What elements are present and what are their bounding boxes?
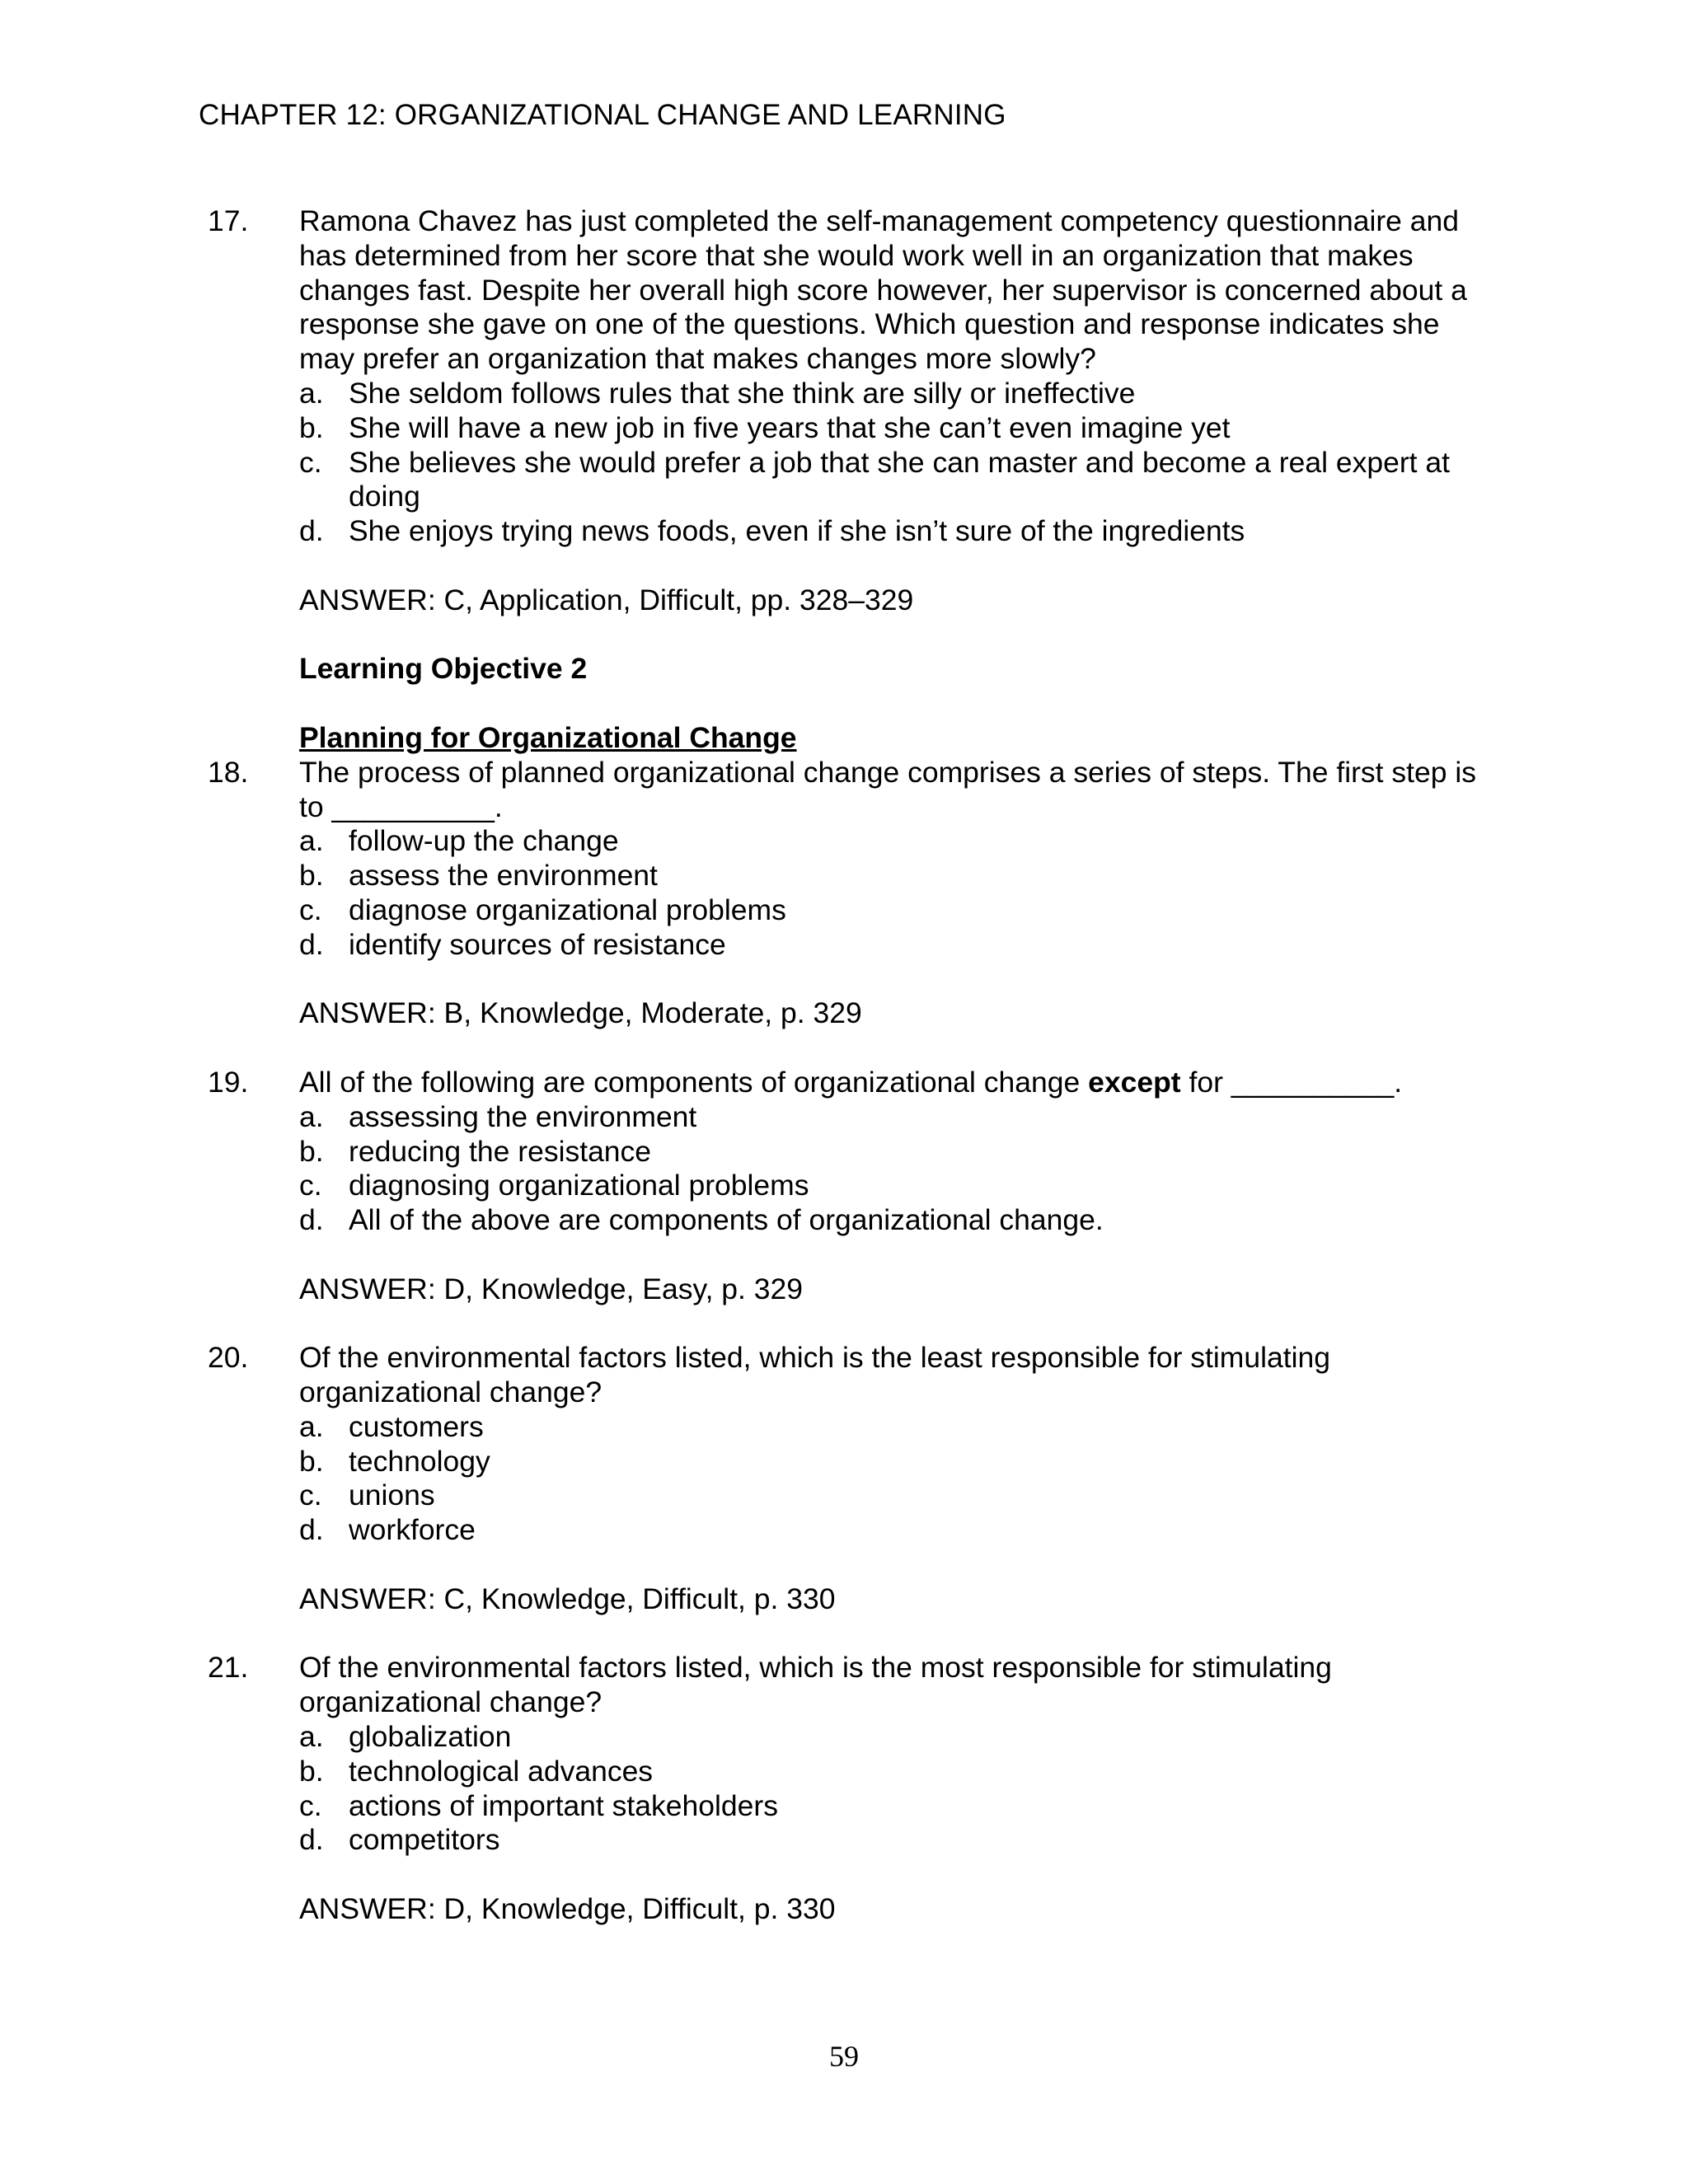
answer-key: ANSWER: D, Knowledge, Easy, p. 329 bbox=[299, 1272, 804, 1305]
option-letter: d. bbox=[299, 514, 324, 548]
learning-objective-heading: Learning Objective 2 bbox=[299, 652, 588, 686]
option-letter: c. bbox=[299, 1479, 322, 1512]
option-text: diagnose organizational problems bbox=[349, 893, 786, 926]
answer-key: ANSWER: B, Knowledge, Moderate, p. 329 bbox=[299, 996, 862, 1030]
option-text: customers bbox=[349, 1409, 484, 1443]
question-list bbox=[208, 204, 1493, 1927]
option-text: assessing the environment bbox=[349, 1099, 697, 1133]
answer-key: ANSWER: D, Knowledge, Difficult, p. 330 bbox=[299, 1892, 836, 1926]
answer-option bbox=[299, 1720, 1493, 1755]
answer-option bbox=[299, 1445, 1493, 1479]
option-text: assess the environment bbox=[349, 859, 658, 893]
page-number: 59 bbox=[829, 2040, 859, 2073]
question-stem: Ramona Chavez has just completed the self-management competency questionnaire and has determined from her score that she would work well in an organization that makes changes fast. Despite her overall high score however, her supervisor is concerned about a response she gave on one of the questions. Which question and response indicates she may prefer an organization that makes changes more slowly? bbox=[299, 204, 1467, 376]
answer-option bbox=[299, 859, 1493, 893]
question-stem: The process of planned organizational change comprises a series of steps. The first step is to __________. bbox=[299, 755, 1476, 823]
answer-option bbox=[299, 446, 1493, 515]
question-number: 19. bbox=[208, 1065, 249, 1099]
answer-option bbox=[299, 1479, 1493, 1513]
section-heading-row bbox=[208, 721, 1493, 756]
option-text: follow-up the change bbox=[349, 824, 619, 858]
question-20 bbox=[208, 1341, 1493, 1616]
question-number: 20. bbox=[208, 1341, 249, 1375]
question-stem-emphasis: except bbox=[1088, 1065, 1181, 1099]
answer-option bbox=[299, 1823, 1493, 1858]
option-letter: c. bbox=[299, 1788, 322, 1822]
question-number: 21. bbox=[208, 1651, 249, 1685]
answer-option bbox=[299, 1100, 1493, 1135]
answer-option bbox=[299, 1203, 1493, 1238]
option-letter: c. bbox=[299, 893, 322, 926]
option-text: identify sources of resistance bbox=[349, 927, 726, 961]
answer-option bbox=[299, 824, 1493, 859]
question-number: 17. bbox=[208, 204, 249, 237]
option-letter: b. bbox=[299, 410, 324, 444]
option-letter: d. bbox=[299, 1823, 324, 1857]
option-letter: b. bbox=[299, 1134, 324, 1168]
answer-option bbox=[299, 411, 1493, 446]
option-letter: a. bbox=[299, 824, 324, 858]
option-letter: b. bbox=[299, 859, 324, 893]
answer-option bbox=[299, 1789, 1493, 1824]
chapter-title: CHAPTER 12: ORGANIZATIONAL CHANGE AND LEARNING bbox=[199, 99, 1006, 131]
option-letter: a. bbox=[299, 1409, 324, 1443]
answer-option bbox=[299, 928, 1493, 963]
option-text: workforce bbox=[349, 1513, 476, 1547]
option-letter: c. bbox=[299, 1169, 322, 1202]
question-17 bbox=[208, 204, 1493, 618]
option-letter: a. bbox=[299, 1099, 324, 1133]
answer-option bbox=[299, 1755, 1493, 1789]
answer-key: ANSWER: C, Application, Difficult, pp. 328–329 bbox=[299, 583, 914, 616]
question-stem-start: All of the following are components of organizational change bbox=[299, 1065, 1089, 1099]
question-stem bbox=[299, 1066, 1493, 1100]
answer-option bbox=[299, 1513, 1493, 1548]
option-text: She believes she would prefer a job that she can master and become a real expert at doing bbox=[349, 445, 1450, 513]
answer-option bbox=[299, 1410, 1493, 1445]
option-text: All of the above are components of organizational change. bbox=[349, 1203, 1104, 1237]
option-text: competitors bbox=[349, 1823, 500, 1857]
option-text: She enjoys trying news foods, even if she isn’t sure of the ingredients bbox=[349, 514, 1245, 548]
option-letter: c. bbox=[299, 445, 322, 479]
question-19 bbox=[208, 1066, 1493, 1307]
option-text: reducing the resistance bbox=[349, 1134, 652, 1168]
answer-option bbox=[299, 514, 1493, 549]
option-text: actions of important stakeholders bbox=[349, 1788, 778, 1822]
option-text: unions bbox=[349, 1479, 435, 1512]
option-letter: d. bbox=[299, 927, 324, 961]
question-21 bbox=[208, 1651, 1493, 1926]
answer-option bbox=[299, 1169, 1493, 1203]
answer-key: ANSWER: C, Knowledge, Difficult, p. 330 bbox=[299, 1582, 836, 1615]
option-text: technological advances bbox=[349, 1754, 654, 1788]
option-letter: b. bbox=[299, 1754, 324, 1788]
option-text: globalization bbox=[349, 1720, 512, 1754]
question-stem: Of the environmental factors listed, which is the most responsible for stimulating organizational change? bbox=[299, 1651, 1332, 1719]
answer-option bbox=[299, 377, 1493, 411]
question-stem: Of the environmental factors listed, which is the least responsible for stimulating organizational change? bbox=[299, 1341, 1330, 1409]
option-letter: a. bbox=[299, 1720, 324, 1754]
option-text: technology bbox=[349, 1444, 490, 1478]
answer-option bbox=[299, 1135, 1493, 1169]
question-stem-end: for __________. bbox=[1180, 1065, 1403, 1099]
answer-option bbox=[299, 893, 1493, 928]
question-number: 18. bbox=[208, 755, 249, 789]
option-text: She seldom follows rules that she think are silly or ineffective bbox=[349, 376, 1136, 410]
option-letter: a. bbox=[299, 376, 324, 410]
section-heading: Planning for Organizational Change bbox=[299, 720, 797, 754]
question-18 bbox=[208, 756, 1493, 1031]
option-text: She will have a new job in five years that she can’t even imagine yet bbox=[349, 410, 1231, 444]
option-letter: d. bbox=[299, 1203, 324, 1237]
option-text: diagnosing organizational problems bbox=[349, 1169, 809, 1202]
option-letter: d. bbox=[299, 1513, 324, 1547]
option-letter: b. bbox=[299, 1444, 324, 1478]
